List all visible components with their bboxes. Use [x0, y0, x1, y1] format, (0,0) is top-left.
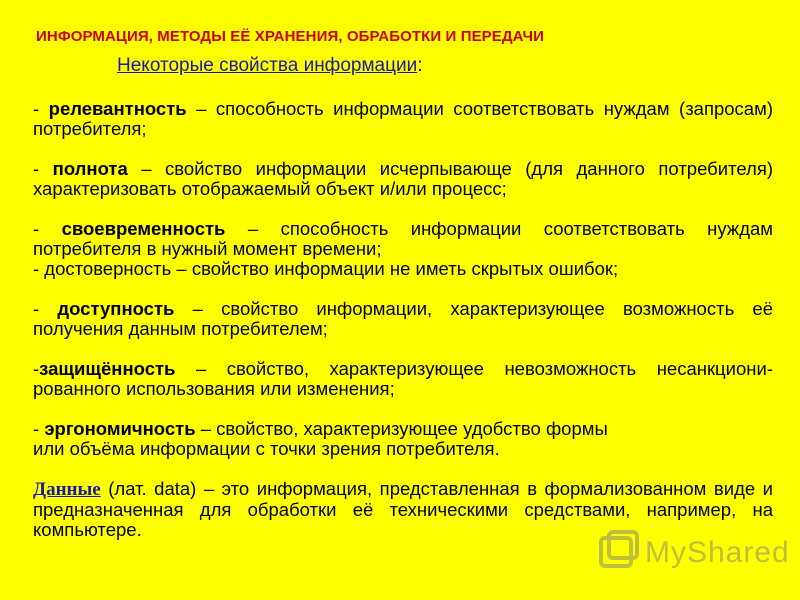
term-timeliness: своевременность [61, 218, 226, 239]
watermark [595, 528, 790, 578]
bullet-dash: - [33, 418, 45, 439]
bullet-dash: - [33, 298, 58, 319]
slide-body [33, 99, 773, 540]
slide-title: ИНФОРМАЦИЯ, МЕТОДЫ ЕЁ ХРАНЕНИЯ, ОБРАБОТКИ И ПЕРЕДАЧИ [36, 28, 544, 45]
definition-text: или объёма информации с точки зрения потребителя. [33, 438, 500, 459]
definition-text: – свойство информации, характеризующее возможность её получения данным потребителем; [33, 298, 773, 339]
term-relevance: релевантность [48, 98, 187, 119]
term-ergonomics: эргономичность [44, 418, 196, 439]
property-security [33, 359, 773, 399]
bullet-dash: - [33, 158, 53, 179]
bullet-dash: - [33, 98, 49, 119]
term-accessibility: доступность [57, 298, 175, 319]
definition-text: – способность информации соответствовать нуждам потребителя в нужный момент времени; [33, 218, 773, 259]
properties-link[interactable]: Некоторые свойства информации [117, 55, 418, 76]
watermark-text: MyShared [645, 536, 790, 569]
property-accessibility [33, 299, 773, 339]
definition-text: – свойство, характеризующее невозможность несанкциони- рованного использования или изменения; [33, 358, 773, 399]
definition-text: - достоверность – свойство информации не иметь скрытых ошибок; [33, 258, 619, 279]
bullet-dash: - [33, 358, 40, 379]
property-ergonomics-continued [33, 439, 773, 459]
property-completeness [33, 159, 773, 199]
term-security: защищённость [39, 358, 176, 379]
property-ergonomics [33, 419, 773, 439]
subtitle-colon: : [417, 55, 423, 76]
property-timeliness [33, 219, 773, 259]
subtitle [117, 55, 422, 77]
watermark-logo-icon [595, 528, 643, 576]
definition-text: – способность информации соответствовать нуждам (запросам) потребителя; [33, 98, 773, 139]
property-relevance [33, 99, 773, 139]
data-definition-text: (лат. data) – это информация, представленная в формализованном виде и предназначенная для обработки её техническими средствами, например, на компьютере. [33, 478, 773, 540]
definition-text: – свойство, характеризующее удобство формы [195, 418, 608, 439]
definition-text: – свойство информации исчерпывающе (для данного потребителя) характеризовать отображаемый объект и/или процесс; [33, 158, 773, 199]
data-term-link[interactable]: Данные [33, 479, 101, 500]
property-reliability [33, 259, 773, 279]
term-completeness: полнота [52, 158, 128, 179]
bullet-dash: - [33, 218, 62, 239]
